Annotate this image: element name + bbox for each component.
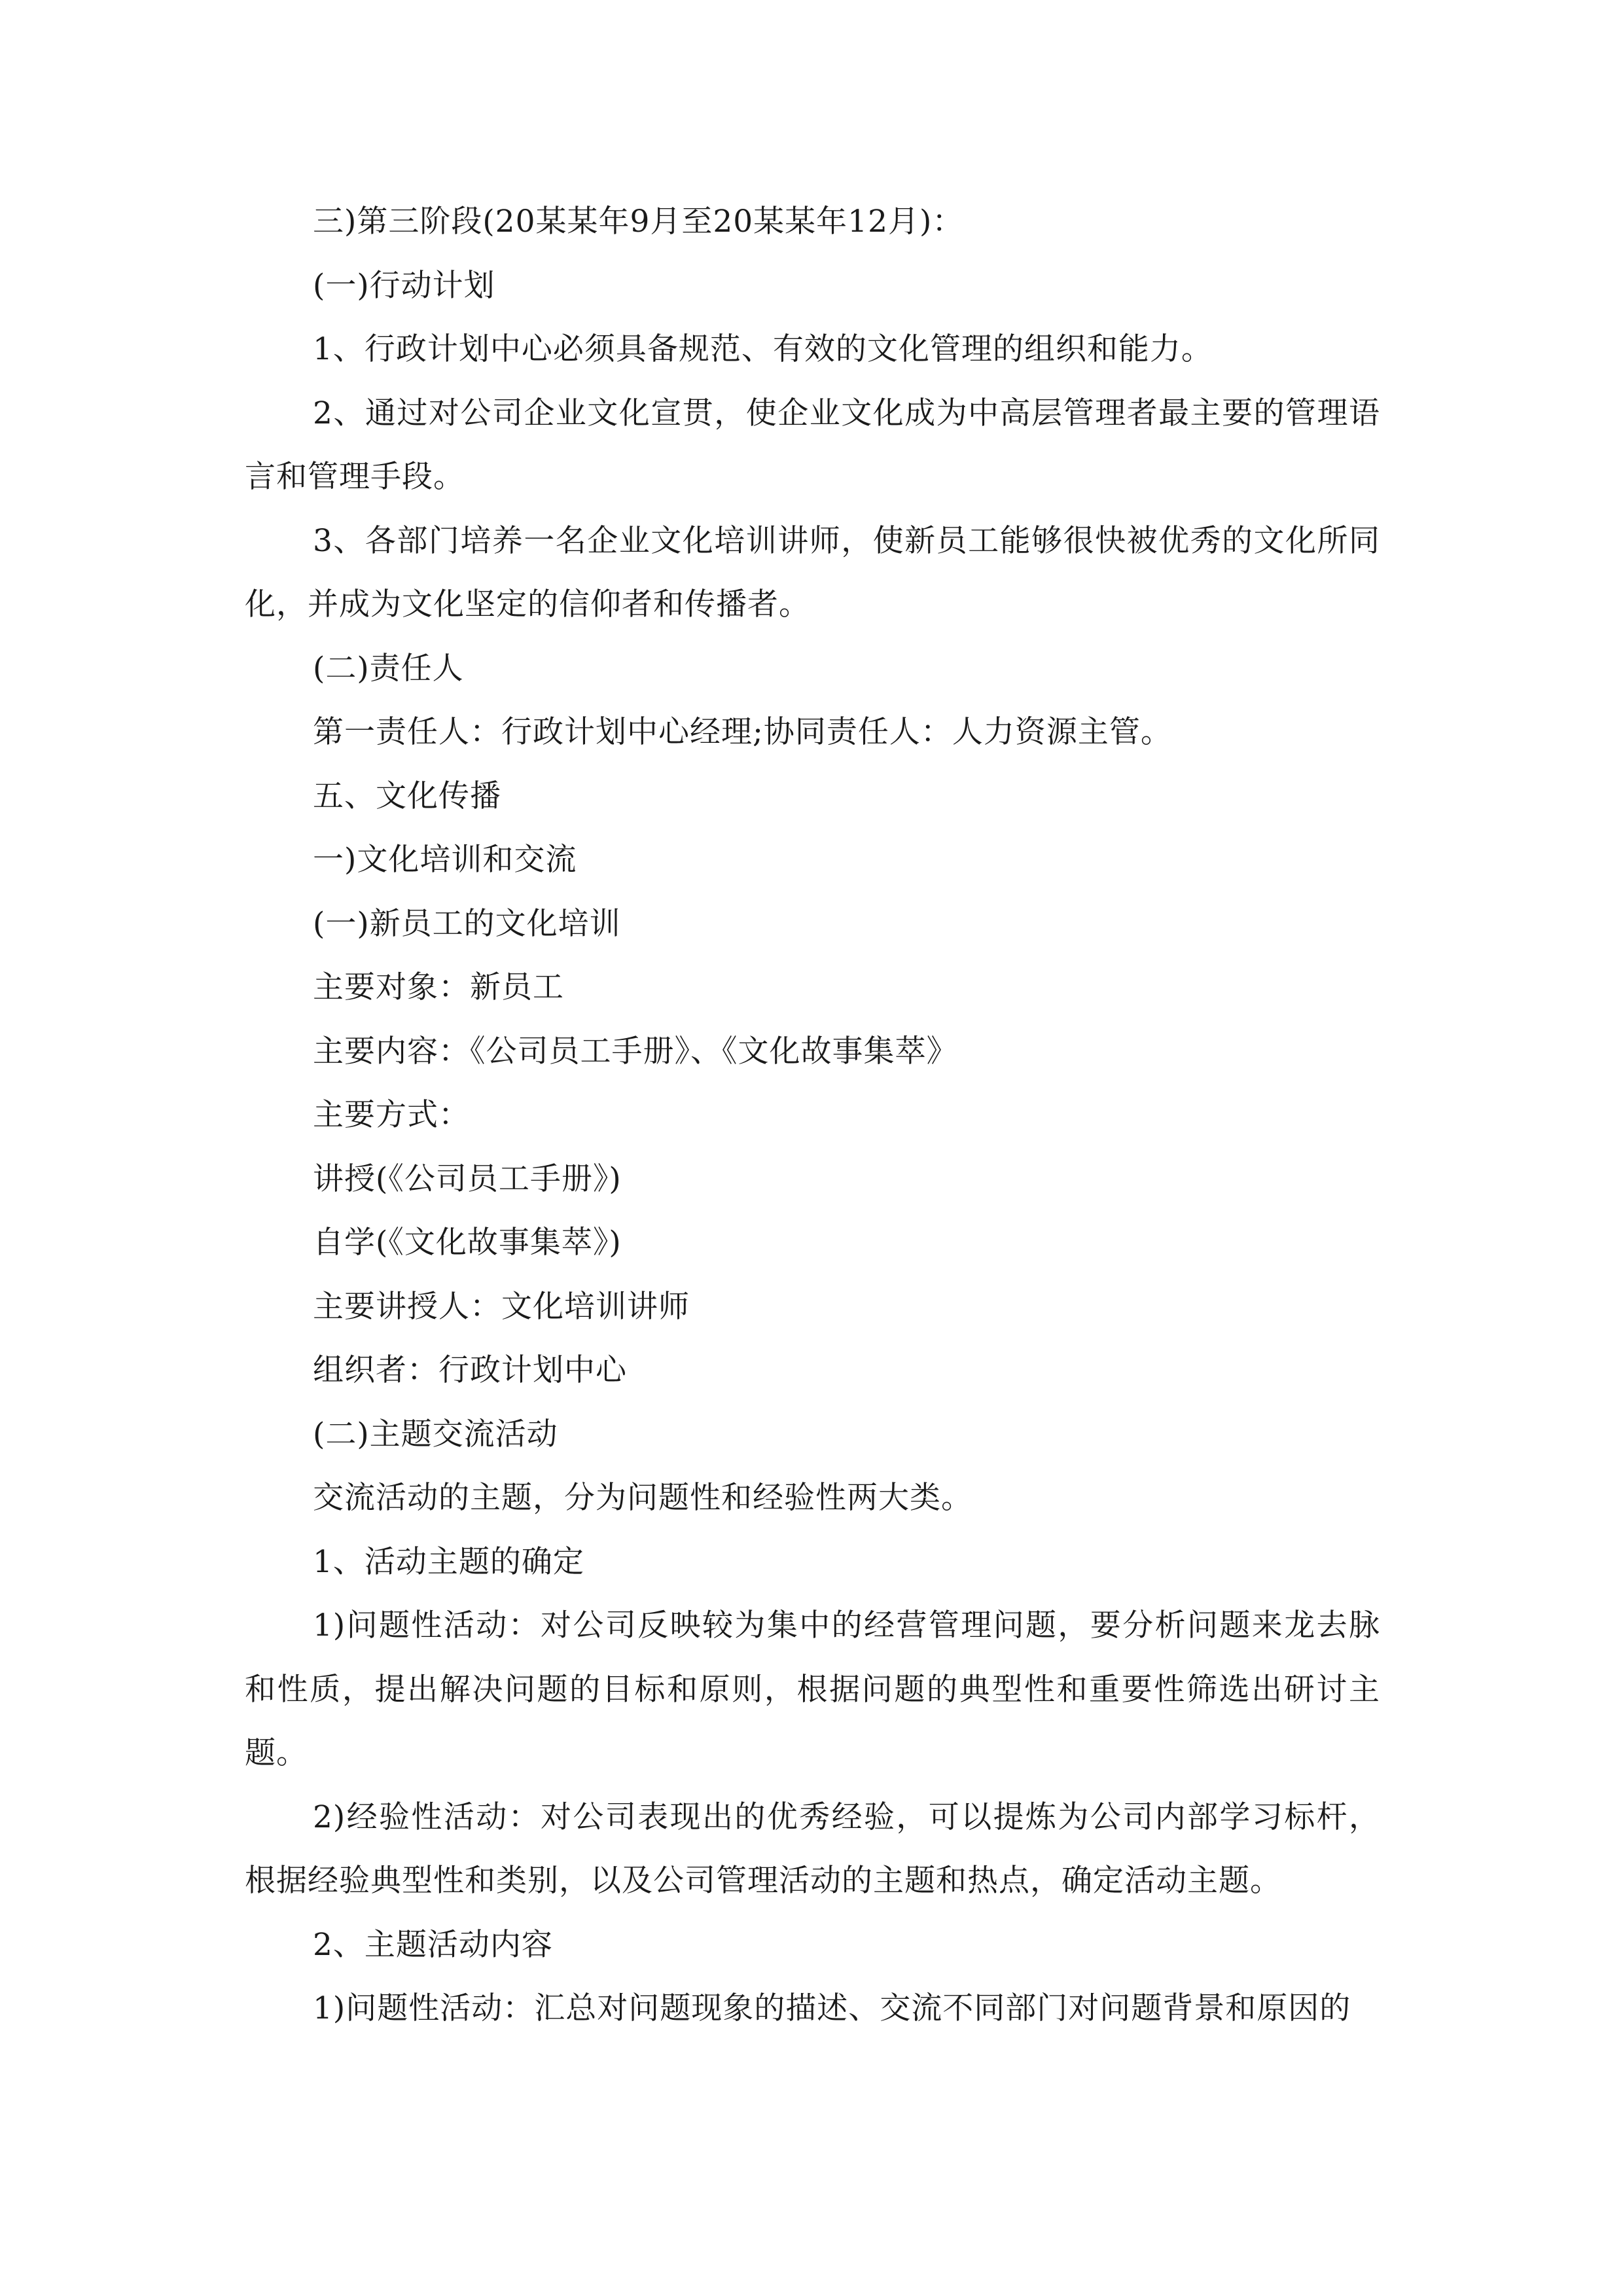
paragraph-responsible-persons: 第一责任人：行政计划中心经理;协同责任人：人力资源主管。	[313, 714, 1172, 750]
paragraph-culture-spread-heading: 五、文化传播	[313, 778, 501, 814]
paragraph-stage-three: 三)第三阶段(20某某年9月至20某某年12月)：	[313, 204, 964, 240]
paragraph-organizer: 组织者：行政计划中心	[313, 1352, 627, 1388]
paragraph-action-plan-heading: (一)行动计划	[313, 267, 495, 304]
paragraph-new-staff-training-heading: (一)新员工的文化培训	[313, 905, 621, 942]
paragraph-problem-activity-content: 1)问题性活动：汇总对问题现象的描述、交流不同部门对问题背景和原因的	[313, 1990, 1351, 2026]
document-body	[245, 190, 1380, 2041]
paragraph-theme-exchange-heading: (二)主题交流活动	[313, 1416, 558, 1452]
paragraph-training-exchange-heading: 一)文化培训和交流	[313, 842, 577, 878]
paragraph-main-content: 主要内容：《公司员工手册》、《文化故事集萃》	[313, 1033, 958, 1069]
paragraph-theme-categories: 交流活动的主题，分为问题性和经验性两大类。	[313, 1480, 972, 1516]
paragraph-main-method: 主要方式：	[313, 1097, 470, 1133]
paragraph-theme-determination-heading: 1、活动主题的确定	[313, 1543, 584, 1580]
paragraph-responsible-heading: (二)责任人	[313, 650, 464, 687]
paragraph-main-lecturer: 主要讲授人：文化培训讲师	[313, 1288, 690, 1325]
paragraph-main-target: 主要对象：新员工	[313, 969, 564, 1005]
paragraph-action-item-3: 3、各部门培养一名企业文化培训讲师，使新员工能够很快被优秀的文化所同化，并成为文化坚定的信仰者和传播者。	[245, 522, 1380, 622]
paragraph-experience-activity: 2)经验性活动：对公司表现出的优秀经验，可以提炼为公司内部学习标杆，根据经验典型性和类别，以及公司管理活动的主题和热点，确定活动主题。	[245, 1799, 1380, 1899]
paragraph-method-self-study: 自学(《文化故事集萃》)	[313, 1225, 622, 1261]
paragraph-theme-content-heading: 2、主题活动内容	[313, 1926, 553, 1963]
paragraph-action-item-2: 2、通过对公司企业文化宣贯，使企业文化成为中高层管理者最主要的管理语言和管理手段。	[245, 395, 1380, 495]
paragraph-method-lecture: 讲授(《公司员工手册》)	[313, 1160, 622, 1197]
paragraph-action-item-1: 1、行政计划中心必须具备规范、有效的文化管理的组织和能力。	[313, 331, 1213, 367]
paragraph-problem-activity: 1)问题性活动：对公司反映较为集中的经营管理问题，要分析问题来龙去脉和性质，提出解决问题的目标和原则，根据问题的典型性和重要性筛选出研讨主题。	[245, 1607, 1380, 1771]
